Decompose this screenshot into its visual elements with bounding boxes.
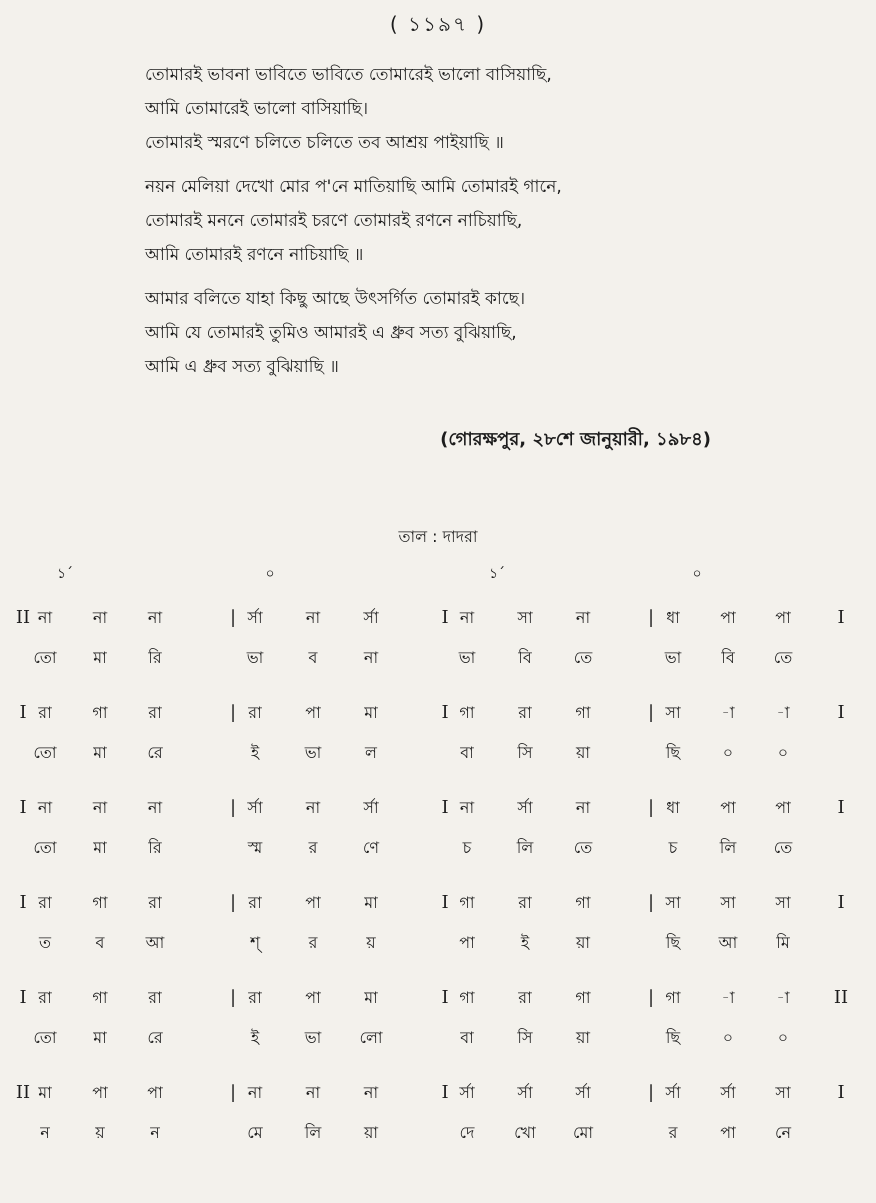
lyric-syllable: আ: [145, 933, 165, 952]
lyric-syllable-row: [0, 923, 876, 963]
barline: |: [647, 607, 655, 628]
swara-note: র্সা: [720, 1083, 736, 1102]
lyric-syllable: রি: [148, 648, 162, 667]
lyric-syllable: স্ম: [247, 838, 263, 857]
lyric-syllable: ব: [95, 933, 105, 952]
swara-note: গা: [459, 893, 475, 912]
barline: |: [647, 1082, 655, 1103]
barline: II: [15, 1082, 31, 1103]
barline: |: [647, 892, 655, 913]
swara-note: পা: [720, 608, 736, 627]
lyric-syllable: শ্: [249, 933, 261, 952]
lyric-syllable: ত: [38, 933, 51, 952]
lyric-syllable: মো: [572, 1123, 594, 1142]
swara-note: র্সা: [363, 608, 379, 627]
lyric-syllable: দে: [459, 1123, 475, 1142]
barline: I: [837, 1082, 845, 1103]
barline: II: [15, 607, 31, 628]
lyric-syllable: ছি: [665, 1028, 681, 1047]
lyric-line: নয়ন মেলিয়া দেখো মোর প'নে মাতিয়াছি আমি তোমারই গানে,: [145, 177, 562, 197]
barline: I: [441, 797, 449, 818]
swara-note: রা: [38, 893, 52, 912]
page-number: ( ১১৯৭ ): [389, 12, 487, 36]
lyrics-section: [145, 58, 835, 394]
swara-note: না: [92, 608, 108, 627]
swara-row: [0, 978, 876, 1018]
notation-block: [0, 788, 876, 883]
notation-block: [0, 978, 876, 1073]
swara-note: না: [459, 798, 475, 817]
stanza-3: [145, 282, 835, 384]
lyric-syllable: তে: [573, 838, 593, 857]
lyric-syllable: সি: [517, 743, 533, 762]
swara-note: না: [147, 798, 163, 817]
barline: I: [19, 797, 27, 818]
swara-note: না: [92, 798, 108, 817]
lyric-syllable: য়া: [575, 933, 591, 952]
lyric-syllable: লি: [304, 1123, 322, 1142]
barline: |: [647, 702, 655, 723]
swara-note: মা: [364, 893, 378, 912]
swara-note: পা: [305, 988, 321, 1007]
swara-note: না: [305, 608, 321, 627]
lyric-line: আমি তোমারই রণনে নাচিয়াছি ॥: [145, 245, 364, 265]
lyric-syllable: ভা: [304, 743, 322, 762]
lyric-syllable: মা: [93, 1028, 107, 1047]
notation-table: [0, 598, 876, 1168]
swara-note: না: [247, 1083, 263, 1102]
lyric-syllable-row: [0, 733, 876, 773]
lyric-syllable: ছি: [665, 743, 681, 762]
swara-note: রা: [248, 988, 262, 1007]
swara-note: ধা: [666, 798, 680, 817]
lyric-syllable: নে: [774, 1123, 792, 1142]
swara-note: রা: [518, 988, 532, 1007]
lyric-syllable: র: [308, 838, 318, 857]
lyric-syllable: খো: [514, 1123, 536, 1142]
lyric-syllable: ব: [308, 648, 318, 667]
swara-note: গা: [575, 703, 591, 722]
lyric-syllable: তো: [33, 838, 57, 857]
composition-credit: (গোরক্ষপুর, ২৮শে জানুয়ারী, ১৯৮৪): [440, 429, 711, 450]
swara-note: পা: [775, 798, 791, 817]
swara-note: না: [575, 798, 591, 817]
swara-note: না: [305, 1083, 321, 1102]
swara-note: মা: [364, 988, 378, 1007]
swara-note: র্সা: [517, 1083, 533, 1102]
swara-note: সা: [775, 893, 791, 912]
swara-note: গা: [665, 988, 681, 1007]
barline: I: [837, 702, 845, 723]
lyric-syllable: র: [668, 1123, 678, 1142]
lyric-syllable: ০: [722, 743, 734, 762]
taal-label: তাল : দাদরা: [398, 527, 478, 546]
barline: |: [229, 987, 237, 1008]
swara-note: রা: [518, 893, 532, 912]
swara-note: -া: [776, 988, 790, 1007]
lyric-syllable: লি: [516, 838, 534, 857]
lyric-syllable: বা: [460, 743, 474, 762]
swara-note: গা: [459, 988, 475, 1007]
swara-note: গা: [92, 988, 108, 1007]
barline: I: [19, 702, 27, 723]
swara-note: সা: [720, 893, 736, 912]
lyric-syllable: ভা: [458, 648, 476, 667]
lyric-syllable: ন: [150, 1123, 160, 1142]
lyric-syllable: লি: [719, 838, 737, 857]
notation-block: [0, 1073, 876, 1168]
swara-note: র্সা: [247, 608, 263, 627]
swara-note: না: [305, 798, 321, 817]
beat-mark: ১´: [488, 566, 506, 582]
swara-note: র্সা: [517, 798, 533, 817]
swara-note: সা: [775, 1083, 791, 1102]
swara-note: মা: [364, 703, 378, 722]
lyric-syllable-row: [0, 1113, 876, 1153]
swara-note: র্সা: [665, 1083, 681, 1102]
lyric-syllable: তে: [773, 838, 793, 857]
lyric-syllable: য়: [95, 1123, 105, 1142]
lyric-syllable: ণে: [362, 838, 380, 857]
lyric-syllable: না: [363, 648, 379, 667]
lyric-syllable-row: [0, 828, 876, 868]
barline: I: [19, 892, 27, 913]
swara-note: সা: [665, 703, 681, 722]
swara-note: রা: [38, 988, 52, 1007]
lyric-line: তোমারই মননে তোমারই চরণে তোমারই রণনে নাচিয়াছি,: [145, 211, 523, 231]
swara-note: না: [147, 608, 163, 627]
barline: I: [837, 797, 845, 818]
notation-block: [0, 693, 876, 788]
barline: I: [441, 1082, 449, 1103]
swara-row: [0, 1073, 876, 1113]
barline: |: [229, 797, 237, 818]
barline: |: [647, 987, 655, 1008]
barline: I: [837, 892, 845, 913]
swara-row: [0, 693, 876, 733]
notation-block: [0, 883, 876, 978]
lyric-line: আমি এ ধ্রুব সত্য বুঝিয়াছি ॥: [145, 357, 339, 377]
lyric-syllable: রে: [147, 1028, 163, 1047]
beat-mark: ০: [265, 566, 275, 582]
swara-note: রা: [248, 703, 262, 722]
lyric-syllable: ভা: [246, 648, 264, 667]
barline: I: [441, 607, 449, 628]
lyric-syllable: ই: [520, 933, 530, 952]
lyric-syllable: ০: [777, 1028, 789, 1047]
lyric-syllable: য়া: [575, 743, 591, 762]
lyric-syllable: তো: [33, 648, 57, 667]
swara-note: রা: [148, 893, 162, 912]
barline: |: [229, 702, 237, 723]
lyric-syllable: লো: [359, 1028, 383, 1047]
lyric-syllable: য়া: [363, 1123, 379, 1142]
lyric-syllable: মা: [93, 838, 107, 857]
lyric-syllable: মে: [247, 1123, 263, 1142]
lyric-syllable: আ: [718, 933, 738, 952]
beat-mark: ০: [692, 566, 702, 582]
barline: I: [441, 702, 449, 723]
swara-note: র্সা: [575, 1083, 591, 1102]
barline: I: [441, 987, 449, 1008]
swara-note: পা: [305, 893, 321, 912]
lyric-syllable: মা: [93, 743, 107, 762]
swara-note: রা: [148, 703, 162, 722]
swara-note: পা: [720, 798, 736, 817]
swara-note: র্সা: [459, 1083, 475, 1102]
swara-note: গা: [575, 988, 591, 1007]
swara-note: না: [363, 1083, 379, 1102]
swara-row: [0, 883, 876, 923]
lyric-syllable: বা: [460, 1028, 474, 1047]
lyric-syllable: র: [308, 933, 318, 952]
lyric-syllable: ল: [365, 743, 377, 762]
barline: II: [833, 987, 849, 1008]
barline: |: [229, 607, 237, 628]
swara-note: না: [459, 608, 475, 627]
lyric-syllable: বি: [518, 648, 532, 667]
barline: |: [229, 892, 237, 913]
stanza-2: [145, 170, 835, 272]
lyric-syllable: পা: [720, 1123, 736, 1142]
lyric-syllable-row: [0, 638, 876, 678]
swara-note: পা: [147, 1083, 163, 1102]
swara-note: রা: [518, 703, 532, 722]
lyric-syllable: ০: [777, 743, 789, 762]
lyric-syllable: তে: [573, 648, 593, 667]
lyric-syllable: তে: [773, 648, 793, 667]
lyric-syllable: ভা: [664, 648, 682, 667]
swara-note: গা: [92, 703, 108, 722]
swara-note: গা: [92, 893, 108, 912]
swara-note: গা: [459, 703, 475, 722]
barline: |: [229, 1082, 237, 1103]
lyric-line: আমি তোমারেই ভালো বাসিয়াছি।: [145, 99, 369, 119]
lyric-syllable: মি: [776, 933, 790, 952]
swara-note: মা: [38, 1083, 52, 1102]
lyric-syllable: ন: [40, 1123, 50, 1142]
swara-row: [0, 788, 876, 828]
swara-note: সা: [517, 608, 533, 627]
lyric-syllable: রে: [147, 743, 163, 762]
swara-note: না: [37, 608, 53, 627]
barline: I: [837, 607, 845, 628]
lyric-syllable: ভা: [304, 1028, 322, 1047]
beat-mark: ১´: [56, 566, 74, 582]
barline: I: [19, 987, 27, 1008]
swara-note: -া: [776, 703, 790, 722]
lyric-syllable: পা: [459, 933, 475, 952]
swara-note: -া: [721, 988, 735, 1007]
stanza-1: [145, 58, 835, 160]
swara-note: ধা: [666, 608, 680, 627]
swara-note: -া: [721, 703, 735, 722]
swara-note: সা: [665, 893, 681, 912]
swara-note: র্সা: [247, 798, 263, 817]
swara-note: পা: [92, 1083, 108, 1102]
swara-note: র্সা: [363, 798, 379, 817]
lyric-line: তোমারই স্মরণে চলিতে চলিতে তব আশ্রয় পাইয়াছি ॥: [145, 133, 504, 153]
lyric-syllable: তো: [33, 743, 57, 762]
swara-note: রা: [38, 703, 52, 722]
lyric-syllable: চ: [668, 838, 678, 857]
swara-note: পা: [305, 703, 321, 722]
swara-row: [0, 598, 876, 638]
lyric-line: আমি যে তোমারই তুমিও আমারই এ ধ্রুব সত্য বুঝিয়াছি,: [145, 323, 517, 343]
lyric-syllable: তো: [33, 1028, 57, 1047]
lyric-syllable: রি: [148, 838, 162, 857]
lyric-line: আমার বলিতে যাহা কিছু আছে উৎসর্গিত তোমারই কাছে।: [145, 289, 526, 309]
swara-note: না: [37, 798, 53, 817]
lyric-syllable: ই: [250, 1028, 260, 1047]
swara-note: গা: [575, 893, 591, 912]
swara-note: পা: [775, 608, 791, 627]
lyric-syllable: ছি: [665, 933, 681, 952]
swara-note: না: [575, 608, 591, 627]
swara-note: রা: [148, 988, 162, 1007]
lyric-syllable: ০: [722, 1028, 734, 1047]
barline: |: [647, 797, 655, 818]
lyric-syllable-row: [0, 1018, 876, 1058]
lyric-syllable: য়: [366, 933, 376, 952]
lyric-line: তোমারই ভাবনা ভাবিতে ভাবিতে তোমারেই ভালো বাসিয়াছি,: [145, 65, 552, 85]
lyric-syllable: সি: [517, 1028, 533, 1047]
lyric-syllable: য়া: [575, 1028, 591, 1047]
swara-note: রা: [248, 893, 262, 912]
lyric-syllable: বি: [721, 648, 735, 667]
lyric-syllable: ই: [250, 743, 260, 762]
lyric-syllable: চ: [462, 838, 472, 857]
notation-block: [0, 598, 876, 693]
barline: I: [441, 892, 449, 913]
lyric-syllable: মা: [93, 648, 107, 667]
